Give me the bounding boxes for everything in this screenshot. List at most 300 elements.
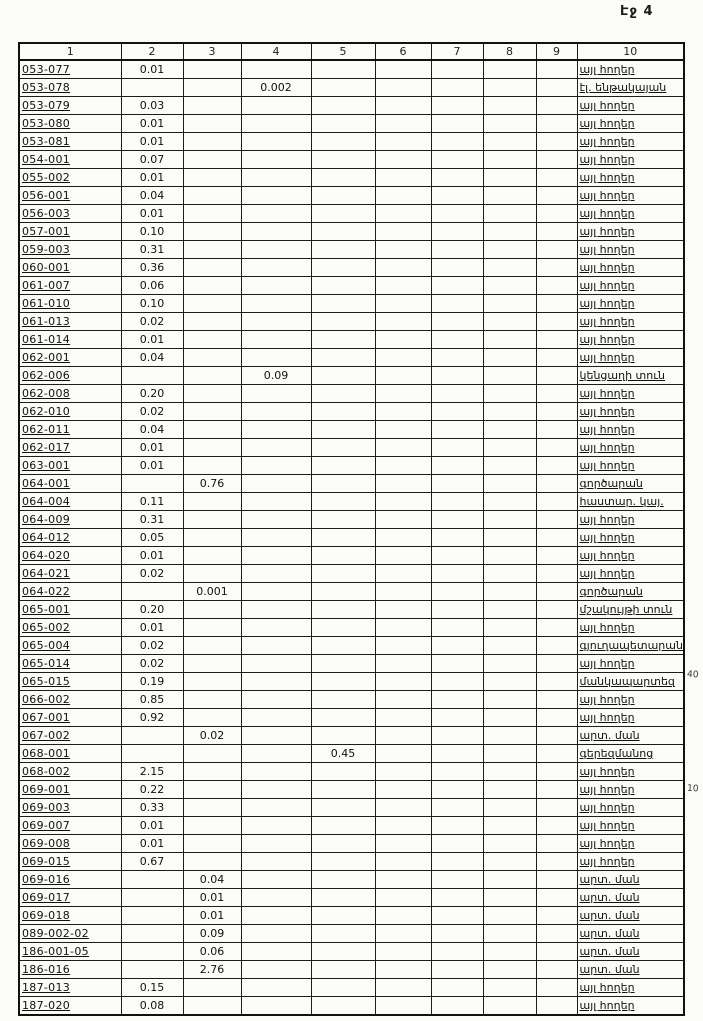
- parcel-code: 053-081: [19, 133, 121, 151]
- area-value-cell: [311, 385, 375, 403]
- land-use-label: հաստար. կայ.: [577, 493, 684, 511]
- area-value-cell: [375, 367, 431, 385]
- area-value-cell: [536, 925, 577, 943]
- area-value-cell: [375, 691, 431, 709]
- area-value-cell: [536, 529, 577, 547]
- table-row: [19, 457, 684, 475]
- area-value-cell: [183, 835, 241, 853]
- area-value-cell: [431, 979, 483, 997]
- table-row: [19, 529, 684, 547]
- area-value-cell: [311, 475, 375, 493]
- area-value-cell: [311, 133, 375, 151]
- column-header: 10: [577, 43, 684, 60]
- area-value-cell: [483, 241, 536, 259]
- area-value-cell: [311, 655, 375, 673]
- handwritten-margin-note: 10: [686, 783, 699, 795]
- table-row: [19, 943, 684, 961]
- area-value-cell: [536, 151, 577, 169]
- area-value-cell: [375, 943, 431, 961]
- area-value-cell: [483, 151, 536, 169]
- area-value-cell: [375, 835, 431, 853]
- parcel-code: 059-003: [19, 241, 121, 259]
- area-value-cell: [241, 781, 311, 799]
- area-value-cell: [375, 655, 431, 673]
- land-use-label: այլ հողեր: [577, 313, 684, 331]
- land-use-label: արտ. ման: [577, 727, 684, 745]
- area-value-cell: [241, 655, 311, 673]
- area-value-cell: [483, 60, 536, 79]
- area-value-cell: [536, 817, 577, 835]
- area-value-cell: [183, 349, 241, 367]
- area-value-cell: [483, 727, 536, 745]
- area-value-cell: [536, 457, 577, 475]
- area-value-cell: [241, 835, 311, 853]
- parcel-code: 056-003: [19, 205, 121, 223]
- area-value-cell: [375, 817, 431, 835]
- table-row: [19, 475, 684, 493]
- table-row: [19, 151, 684, 169]
- area-value-cell: [241, 511, 311, 529]
- area-value-cell: [431, 367, 483, 385]
- area-value-cell: [121, 727, 183, 745]
- area-value-cell: [483, 313, 536, 331]
- table-row: [19, 259, 684, 277]
- table-row: [19, 187, 684, 205]
- area-value-cell: 0.11: [121, 493, 183, 511]
- area-value-cell: [536, 943, 577, 961]
- handwritten-margin-note: 40: [686, 669, 699, 681]
- land-use-label: արտ. ման: [577, 925, 684, 943]
- table-row: [19, 709, 684, 727]
- area-value-cell: [311, 763, 375, 781]
- area-value-cell: 0.67: [121, 853, 183, 871]
- area-value-cell: [375, 637, 431, 655]
- area-value-cell: [483, 475, 536, 493]
- parcel-code: 065-001: [19, 601, 121, 619]
- area-value-cell: [241, 349, 311, 367]
- area-value-cell: [536, 961, 577, 979]
- area-value-cell: [431, 655, 483, 673]
- area-value-cell: [536, 673, 577, 691]
- area-value-cell: [375, 475, 431, 493]
- area-value-cell: [431, 691, 483, 709]
- table-row: [19, 79, 684, 97]
- parcel-code: 069-008: [19, 835, 121, 853]
- area-value-cell: [183, 637, 241, 655]
- area-value-cell: [483, 781, 536, 799]
- parcel-code: 062-017: [19, 439, 121, 457]
- area-value-cell: [431, 781, 483, 799]
- parcel-code: 064-020: [19, 547, 121, 565]
- area-value-cell: [431, 763, 483, 781]
- area-value-cell: [311, 277, 375, 295]
- area-value-cell: [536, 493, 577, 511]
- area-value-cell: [483, 979, 536, 997]
- area-value-cell: [483, 889, 536, 907]
- land-use-label: այլ հողեր: [577, 277, 684, 295]
- table-row: [19, 961, 684, 979]
- area-value-cell: [483, 529, 536, 547]
- area-value-cell: [311, 187, 375, 205]
- area-value-cell: [241, 187, 311, 205]
- area-value-cell: 2.76: [183, 961, 241, 979]
- land-use-label: այլ հողեր: [577, 241, 684, 259]
- area-value-cell: [483, 799, 536, 817]
- area-value-cell: [121, 79, 183, 97]
- area-value-cell: [536, 115, 577, 133]
- area-value-cell: [183, 439, 241, 457]
- area-value-cell: [241, 60, 311, 79]
- area-value-cell: [536, 889, 577, 907]
- area-value-cell: [241, 997, 311, 1016]
- column-header: 3: [183, 43, 241, 60]
- area-value-cell: [536, 637, 577, 655]
- land-use-label: այլ հողեր: [577, 151, 684, 169]
- area-value-cell: [311, 727, 375, 745]
- area-value-cell: [183, 547, 241, 565]
- land-parcel-table: [18, 42, 685, 1016]
- area-value-cell: [241, 133, 311, 151]
- area-value-cell: [431, 60, 483, 79]
- area-value-cell: [183, 673, 241, 691]
- area-value-cell: [536, 763, 577, 781]
- area-value-cell: 0.31: [121, 511, 183, 529]
- area-value-cell: [311, 151, 375, 169]
- area-value-cell: [536, 619, 577, 637]
- parcel-code: 069-018: [19, 907, 121, 925]
- column-header: 9: [536, 43, 577, 60]
- table-row: [19, 673, 684, 691]
- area-value-cell: [536, 331, 577, 349]
- land-use-label: այլ հողեր: [577, 997, 684, 1016]
- column-header: 7: [431, 43, 483, 60]
- area-value-cell: [375, 133, 431, 151]
- land-use-label: գործարան: [577, 475, 684, 493]
- table-row: [19, 385, 684, 403]
- area-value-cell: [311, 961, 375, 979]
- land-use-label: մշակույթի տուն: [577, 601, 684, 619]
- area-value-cell: [375, 619, 431, 637]
- table-row: [19, 997, 684, 1016]
- area-value-cell: 0.002: [241, 79, 311, 97]
- area-value-cell: [536, 907, 577, 925]
- land-use-label: այլ հողեր: [577, 259, 684, 277]
- area-value-cell: [311, 565, 375, 583]
- parcel-code: 065-004: [19, 637, 121, 655]
- area-value-cell: [375, 457, 431, 475]
- area-value-cell: [183, 799, 241, 817]
- area-value-cell: [375, 403, 431, 421]
- land-use-label: այլ հողեր: [577, 853, 684, 871]
- area-value-cell: [241, 205, 311, 223]
- area-value-cell: [241, 727, 311, 745]
- area-value-cell: 0.01: [121, 835, 183, 853]
- area-value-cell: [431, 97, 483, 115]
- table-row: [19, 97, 684, 115]
- area-value-cell: [183, 997, 241, 1016]
- land-use-label: այլ հողեր: [577, 799, 684, 817]
- land-use-label: այլ հողեր: [577, 619, 684, 637]
- area-value-cell: [183, 133, 241, 151]
- area-value-cell: [311, 943, 375, 961]
- parcel-code: 062-008: [19, 385, 121, 403]
- area-value-cell: [375, 331, 431, 349]
- area-value-cell: [241, 115, 311, 133]
- area-value-cell: [311, 331, 375, 349]
- parcel-code: 187-013: [19, 979, 121, 997]
- area-value-cell: [241, 457, 311, 475]
- column-header: 5: [311, 43, 375, 60]
- area-value-cell: [375, 673, 431, 691]
- table-row: [19, 133, 684, 151]
- area-value-cell: [311, 367, 375, 385]
- parcel-code: 068-002: [19, 763, 121, 781]
- land-use-label: այլ հողեր: [577, 439, 684, 457]
- area-value-cell: 0.03: [121, 97, 183, 115]
- area-value-cell: 0.01: [121, 439, 183, 457]
- table-row: [19, 817, 684, 835]
- area-value-cell: [483, 259, 536, 277]
- area-value-cell: 0.19: [121, 673, 183, 691]
- area-value-cell: [483, 331, 536, 349]
- land-use-label: արտ. ման: [577, 943, 684, 961]
- area-value-cell: [483, 961, 536, 979]
- area-value-cell: [241, 169, 311, 187]
- area-value-cell: 0.10: [121, 295, 183, 313]
- parcel-code: 061-013: [19, 313, 121, 331]
- area-value-cell: [483, 403, 536, 421]
- area-value-cell: [483, 223, 536, 241]
- area-value-cell: [375, 871, 431, 889]
- parcel-code: 055-002: [19, 169, 121, 187]
- table-row: [19, 115, 684, 133]
- land-use-label: գյուղապետարան: [577, 637, 684, 655]
- area-value-cell: 0.01: [121, 619, 183, 637]
- area-value-cell: [483, 691, 536, 709]
- area-value-cell: [483, 583, 536, 601]
- area-value-cell: [311, 619, 375, 637]
- area-value-cell: [183, 259, 241, 277]
- area-value-cell: [375, 60, 431, 79]
- area-value-cell: [311, 673, 375, 691]
- land-use-label: այլ հողեր: [577, 97, 684, 115]
- area-value-cell: [375, 241, 431, 259]
- area-value-cell: [536, 781, 577, 799]
- area-value-cell: [483, 115, 536, 133]
- area-value-cell: [311, 403, 375, 421]
- parcel-code: 064-001: [19, 475, 121, 493]
- land-use-label: այլ հողեր: [577, 385, 684, 403]
- land-use-label: այլ հողեր: [577, 295, 684, 313]
- parcel-code: 061-007: [19, 277, 121, 295]
- area-value-cell: [311, 313, 375, 331]
- area-value-cell: [431, 709, 483, 727]
- area-value-cell: [121, 583, 183, 601]
- area-value-cell: [241, 619, 311, 637]
- table-row: [19, 403, 684, 421]
- area-value-cell: [311, 79, 375, 97]
- land-use-label: այլ հողեր: [577, 781, 684, 799]
- area-value-cell: [241, 673, 311, 691]
- parcel-code: 062-010: [19, 403, 121, 421]
- area-value-cell: 0.45: [311, 745, 375, 763]
- area-value-cell: [431, 799, 483, 817]
- land-use-label: կենցաղի տուն: [577, 367, 684, 385]
- area-value-cell: [375, 601, 431, 619]
- area-value-cell: 0.92: [121, 709, 183, 727]
- area-value-cell: [483, 637, 536, 655]
- area-value-cell: [375, 961, 431, 979]
- area-value-cell: [311, 457, 375, 475]
- table-row: [19, 583, 684, 601]
- table-row: [19, 727, 684, 745]
- area-value-cell: [536, 655, 577, 673]
- area-value-cell: [183, 385, 241, 403]
- area-value-cell: [483, 673, 536, 691]
- area-value-cell: [483, 835, 536, 853]
- land-use-label: այլ հողեր: [577, 511, 684, 529]
- parcel-code: 069-016: [19, 871, 121, 889]
- area-value-cell: [431, 961, 483, 979]
- area-value-cell: [431, 835, 483, 853]
- area-value-cell: [536, 385, 577, 403]
- area-value-cell: [311, 835, 375, 853]
- area-value-cell: [375, 583, 431, 601]
- area-value-cell: [431, 619, 483, 637]
- parcel-code: 186-001-05: [19, 943, 121, 961]
- area-value-cell: 0.01: [121, 60, 183, 79]
- parcel-code: 062-001: [19, 349, 121, 367]
- parcel-code: 065-002: [19, 619, 121, 637]
- area-value-cell: [241, 97, 311, 115]
- area-value-cell: [241, 295, 311, 313]
- land-use-label: արտ. ման: [577, 961, 684, 979]
- area-value-cell: [483, 133, 536, 151]
- area-value-cell: [241, 637, 311, 655]
- area-value-cell: [536, 583, 577, 601]
- land-use-label: այլ հողեր: [577, 655, 684, 673]
- page-number: Էջ 4: [620, 4, 654, 19]
- area-value-cell: 0.02: [121, 313, 183, 331]
- area-value-cell: [311, 691, 375, 709]
- area-value-cell: 0.33: [121, 799, 183, 817]
- area-value-cell: [241, 979, 311, 997]
- area-value-cell: [311, 97, 375, 115]
- area-value-cell: [183, 817, 241, 835]
- area-value-cell: [431, 529, 483, 547]
- area-value-cell: [241, 259, 311, 277]
- area-value-cell: [375, 997, 431, 1016]
- land-use-label: այլ հողեր: [577, 349, 684, 367]
- area-value-cell: [375, 439, 431, 457]
- area-value-cell: [121, 925, 183, 943]
- parcel-code: 053-077: [19, 60, 121, 79]
- area-value-cell: [183, 313, 241, 331]
- area-value-cell: [375, 511, 431, 529]
- area-value-cell: [483, 745, 536, 763]
- area-value-cell: 0.22: [121, 781, 183, 799]
- area-value-cell: [431, 745, 483, 763]
- area-value-cell: [183, 115, 241, 133]
- area-value-cell: [431, 889, 483, 907]
- area-value-cell: [183, 529, 241, 547]
- area-value-cell: 0.04: [121, 421, 183, 439]
- table-row: [19, 907, 684, 925]
- area-value-cell: [483, 295, 536, 313]
- area-value-cell: [483, 349, 536, 367]
- area-value-cell: [121, 745, 183, 763]
- parcel-code: 062-006: [19, 367, 121, 385]
- area-value-cell: [536, 205, 577, 223]
- area-value-cell: [483, 907, 536, 925]
- area-value-cell: [241, 853, 311, 871]
- parcel-code: 057-001: [19, 223, 121, 241]
- area-value-cell: [431, 259, 483, 277]
- area-value-cell: [431, 601, 483, 619]
- area-value-cell: [241, 925, 311, 943]
- table-row: [19, 655, 684, 673]
- area-value-cell: [431, 637, 483, 655]
- area-value-cell: [183, 187, 241, 205]
- area-value-cell: [375, 979, 431, 997]
- table-row: [19, 547, 684, 565]
- area-value-cell: [536, 349, 577, 367]
- area-value-cell: [483, 943, 536, 961]
- column-header: 4: [241, 43, 311, 60]
- area-value-cell: [241, 565, 311, 583]
- table-row: [19, 565, 684, 583]
- area-value-cell: [536, 799, 577, 817]
- area-value-cell: [536, 853, 577, 871]
- area-value-cell: [183, 241, 241, 259]
- area-value-cell: [483, 853, 536, 871]
- area-value-cell: [183, 601, 241, 619]
- land-use-label: այլ հողեր: [577, 547, 684, 565]
- table-row: [19, 619, 684, 637]
- table-row: [19, 745, 684, 763]
- parcel-code: 063-001: [19, 457, 121, 475]
- area-value-cell: 0.85: [121, 691, 183, 709]
- land-use-label: այլ հողեր: [577, 421, 684, 439]
- land-use-label: այլ հողեր: [577, 763, 684, 781]
- parcel-code: 061-014: [19, 331, 121, 349]
- area-value-cell: [311, 295, 375, 313]
- land-use-label: գերեզմանոց: [577, 745, 684, 763]
- area-value-cell: [241, 745, 311, 763]
- area-value-cell: [483, 493, 536, 511]
- area-value-cell: [183, 79, 241, 97]
- area-value-cell: [483, 817, 536, 835]
- table-row: [19, 223, 684, 241]
- area-value-cell: [536, 745, 577, 763]
- area-value-cell: [431, 187, 483, 205]
- area-value-cell: [375, 547, 431, 565]
- area-value-cell: [536, 277, 577, 295]
- land-use-label: այլ հողեր: [577, 187, 684, 205]
- area-value-cell: 0.01: [183, 889, 241, 907]
- area-value-cell: [241, 241, 311, 259]
- area-value-cell: [241, 907, 311, 925]
- area-value-cell: [431, 421, 483, 439]
- area-value-cell: 0.02: [183, 727, 241, 745]
- area-value-cell: 0.01: [121, 115, 183, 133]
- parcel-code: 069-015: [19, 853, 121, 871]
- table-row: [19, 493, 684, 511]
- area-value-cell: [483, 709, 536, 727]
- area-value-cell: [311, 259, 375, 277]
- area-value-cell: [536, 169, 577, 187]
- area-value-cell: [431, 475, 483, 493]
